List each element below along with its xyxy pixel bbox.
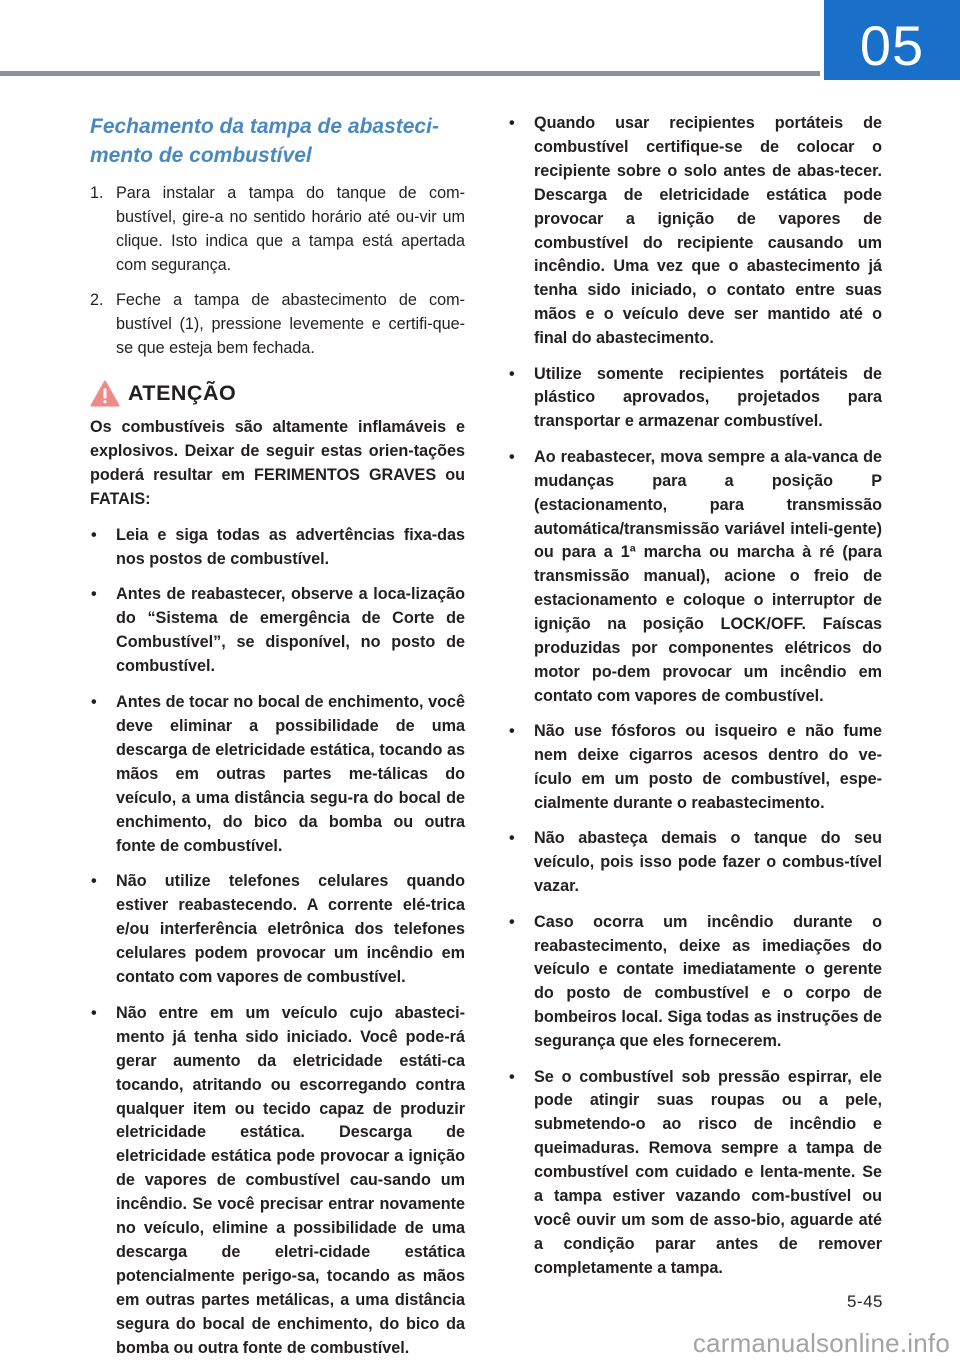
bullet-icon: • [509, 447, 515, 466]
step-list [90, 181, 465, 360]
chapter-tab: 05 [824, 0, 960, 80]
warning-intro: Os combustíveis são altamente inflamáveis e explosivos. Deixar de seguir estas orien-tações poderá resultar em FERIMENTOS GRAVES ou FATAIS: [90, 418, 465, 508]
step-item [90, 288, 465, 360]
warning-bullet [508, 720, 882, 816]
warning-bullet [508, 112, 882, 351]
bullet-icon: • [509, 722, 515, 741]
step-number: 2. [90, 291, 104, 309]
warning-bullet [90, 583, 465, 679]
bullet-text: Antes de reabastecer, observe a loca-lização do “Sistema de emergência de Corte de Combustível”, se disponível, no posto de combustível. [116, 585, 465, 676]
warning-bullet [508, 446, 882, 709]
header-rule [0, 71, 820, 76]
warning-bullet [508, 827, 882, 899]
bullet-text: Não abasteça demais o tanque do seu veículo, pois isso pode fazer o combus-tível vazar. [534, 829, 882, 896]
bullet-icon: • [509, 829, 515, 848]
bullet-icon: • [91, 525, 97, 544]
warning-bullet [508, 911, 882, 1054]
warning-bullet-list [90, 524, 465, 1361]
bullet-text: Antes de tocar no bocal de enchimento, você deve eliminar a possibilidade de uma descarga de eletricidade estática, tocando as mãos em outras partes me-tálicas do veículo, a uma distância segu-ra do bocal de enchimento, do bico da bomba ou outra fonte de combustível. [116, 693, 465, 855]
bullet-text: Leia e siga todas as advertências fixa-das nos postos de combustível. [116, 525, 465, 568]
bullet-text: Não entre em um veículo cujo abasteci-mento já tenha sido iniciado. Você pode-rá gerar aumento da eletricidade estáti-ca tocando, atritando ou escorregando contra qualquer item ou tecido capaz de produzir eletricidade estática. Descarga de eletricidade estática pode provocar a ignição de vapores de combustível cau-sando um incêndio. Se você precisar entrar novamente no veículo, elimine a possibilidade de uma descarga de eletri-cidade estática potencialmente perigo-sa, tocando as mãos em outras partes metálicas, a uma distância segura do bocal de enchimento, do bico da bomba ou outra fonte de combustível. [116, 1003, 465, 1357]
step-item [90, 181, 465, 277]
warning-bullet [90, 691, 465, 858]
bullet-text: Se o combustível sob pressão espirrar, ele pode atingir suas roupas ou a pele, submetendo-o ao risco de incêndio e queimaduras. Remova sempre a tampa de combustível com cuidado e lenta-mente. Se a tampa estiver vazando com-bustível ou você ouvir um som de asso-bio, aguarde até a condição parar antes de remover completamente a tampa. [534, 1067, 882, 1277]
bullet-icon: • [91, 872, 97, 891]
warning-bullet-list-continued [508, 112, 882, 1281]
bullet-text: Quando usar recipientes portáteis de combustível certifique-se de colocar o recipiente sobre o solo antes de abas-tecer. Descarga de eletricidade estática pode provocar a ignição de vapores de combustível do recipiente causando um incêndio. Uma vez que o abastecimento já tenha sido iniciado, o contato entre suas mãos e o veículo deve ser mantido até o final do abastecimento. [534, 114, 882, 348]
step-number: 1. [90, 184, 104, 202]
section-title: Fechamento da tampa de abasteci-mento de combustível [90, 115, 439, 167]
warning-bullet [508, 1066, 882, 1281]
bullet-icon: • [91, 585, 97, 604]
right-column [508, 112, 882, 1292]
bullet-icon: • [509, 364, 515, 383]
warning-bullet [90, 870, 465, 990]
step-text: Feche a tampa de abastecimento de com-bustível (1), pressione levemente e certifi-que-se que esteja bem fechada. [116, 291, 465, 357]
warning-header [90, 378, 465, 408]
bullet-icon: • [91, 693, 97, 712]
bullet-text: Caso ocorra um incêndio durante o reabastecimento, deixe as imediações do veículo e contate imediatamente o gerente do posto de combustível e o corpo de bombeiros local. Siga todas as instruções de segurança que eles fornecerem. [534, 912, 882, 1051]
left-column [90, 112, 465, 1362]
bullet-icon: • [509, 912, 515, 931]
bullet-icon: • [509, 114, 515, 132]
warning-triangle-icon [90, 380, 120, 407]
bullet-text: Não utilize telefones celulares quando estiver reabastecendo. A corrente elé-trica e/ou interferência eletrônica dos telefones celulares podem provocar um incêndio em contato com vapores de combustível. [116, 872, 465, 987]
bullet-text: Não use fósforos ou isqueiro e não fume nem deixe cigarros acesos dentro do ve-ículo em um posto de combustível, espe-cialmente durante o reabastecimento. [534, 722, 882, 812]
bullet-icon: • [91, 1003, 97, 1022]
bullet-icon: • [509, 1067, 515, 1086]
bullet-text: Utilize somente recipientes portáteis de plástico aprovados, projetados para transportar e armazenar combustível. [534, 364, 882, 431]
page-number: 5-45 [846, 1292, 883, 1311]
warning-bullet [90, 524, 465, 572]
step-text: Para instalar a tampa do tanque de com-bustível, gire-a no sentido horário até ou-vir um clique. Isto indica que a tampa está apertada com segurança. [116, 184, 465, 274]
warning-bullet [90, 1002, 465, 1361]
bullet-text: Ao reabastecer, mova sempre a ala-vanca de mudanças para a posição P (estacionamento, para transmissão automática/transmissão variável inteli-gente) ou para a 1ª marcha ou marcha à ré (para transmissão manual), acione o freio de estacionamento e coloque o interruptor de ignição na posição LOCK/OFF. Faíscas produzidas por componentes elétricos do motor po-dem provocar um incêndio em contato com vapores de combustível. [534, 447, 882, 705]
warning-bullet [508, 363, 882, 435]
watermark: carmanualsonline.info [692, 1328, 950, 1358]
warning-title: ATENÇÃO [128, 381, 237, 405]
